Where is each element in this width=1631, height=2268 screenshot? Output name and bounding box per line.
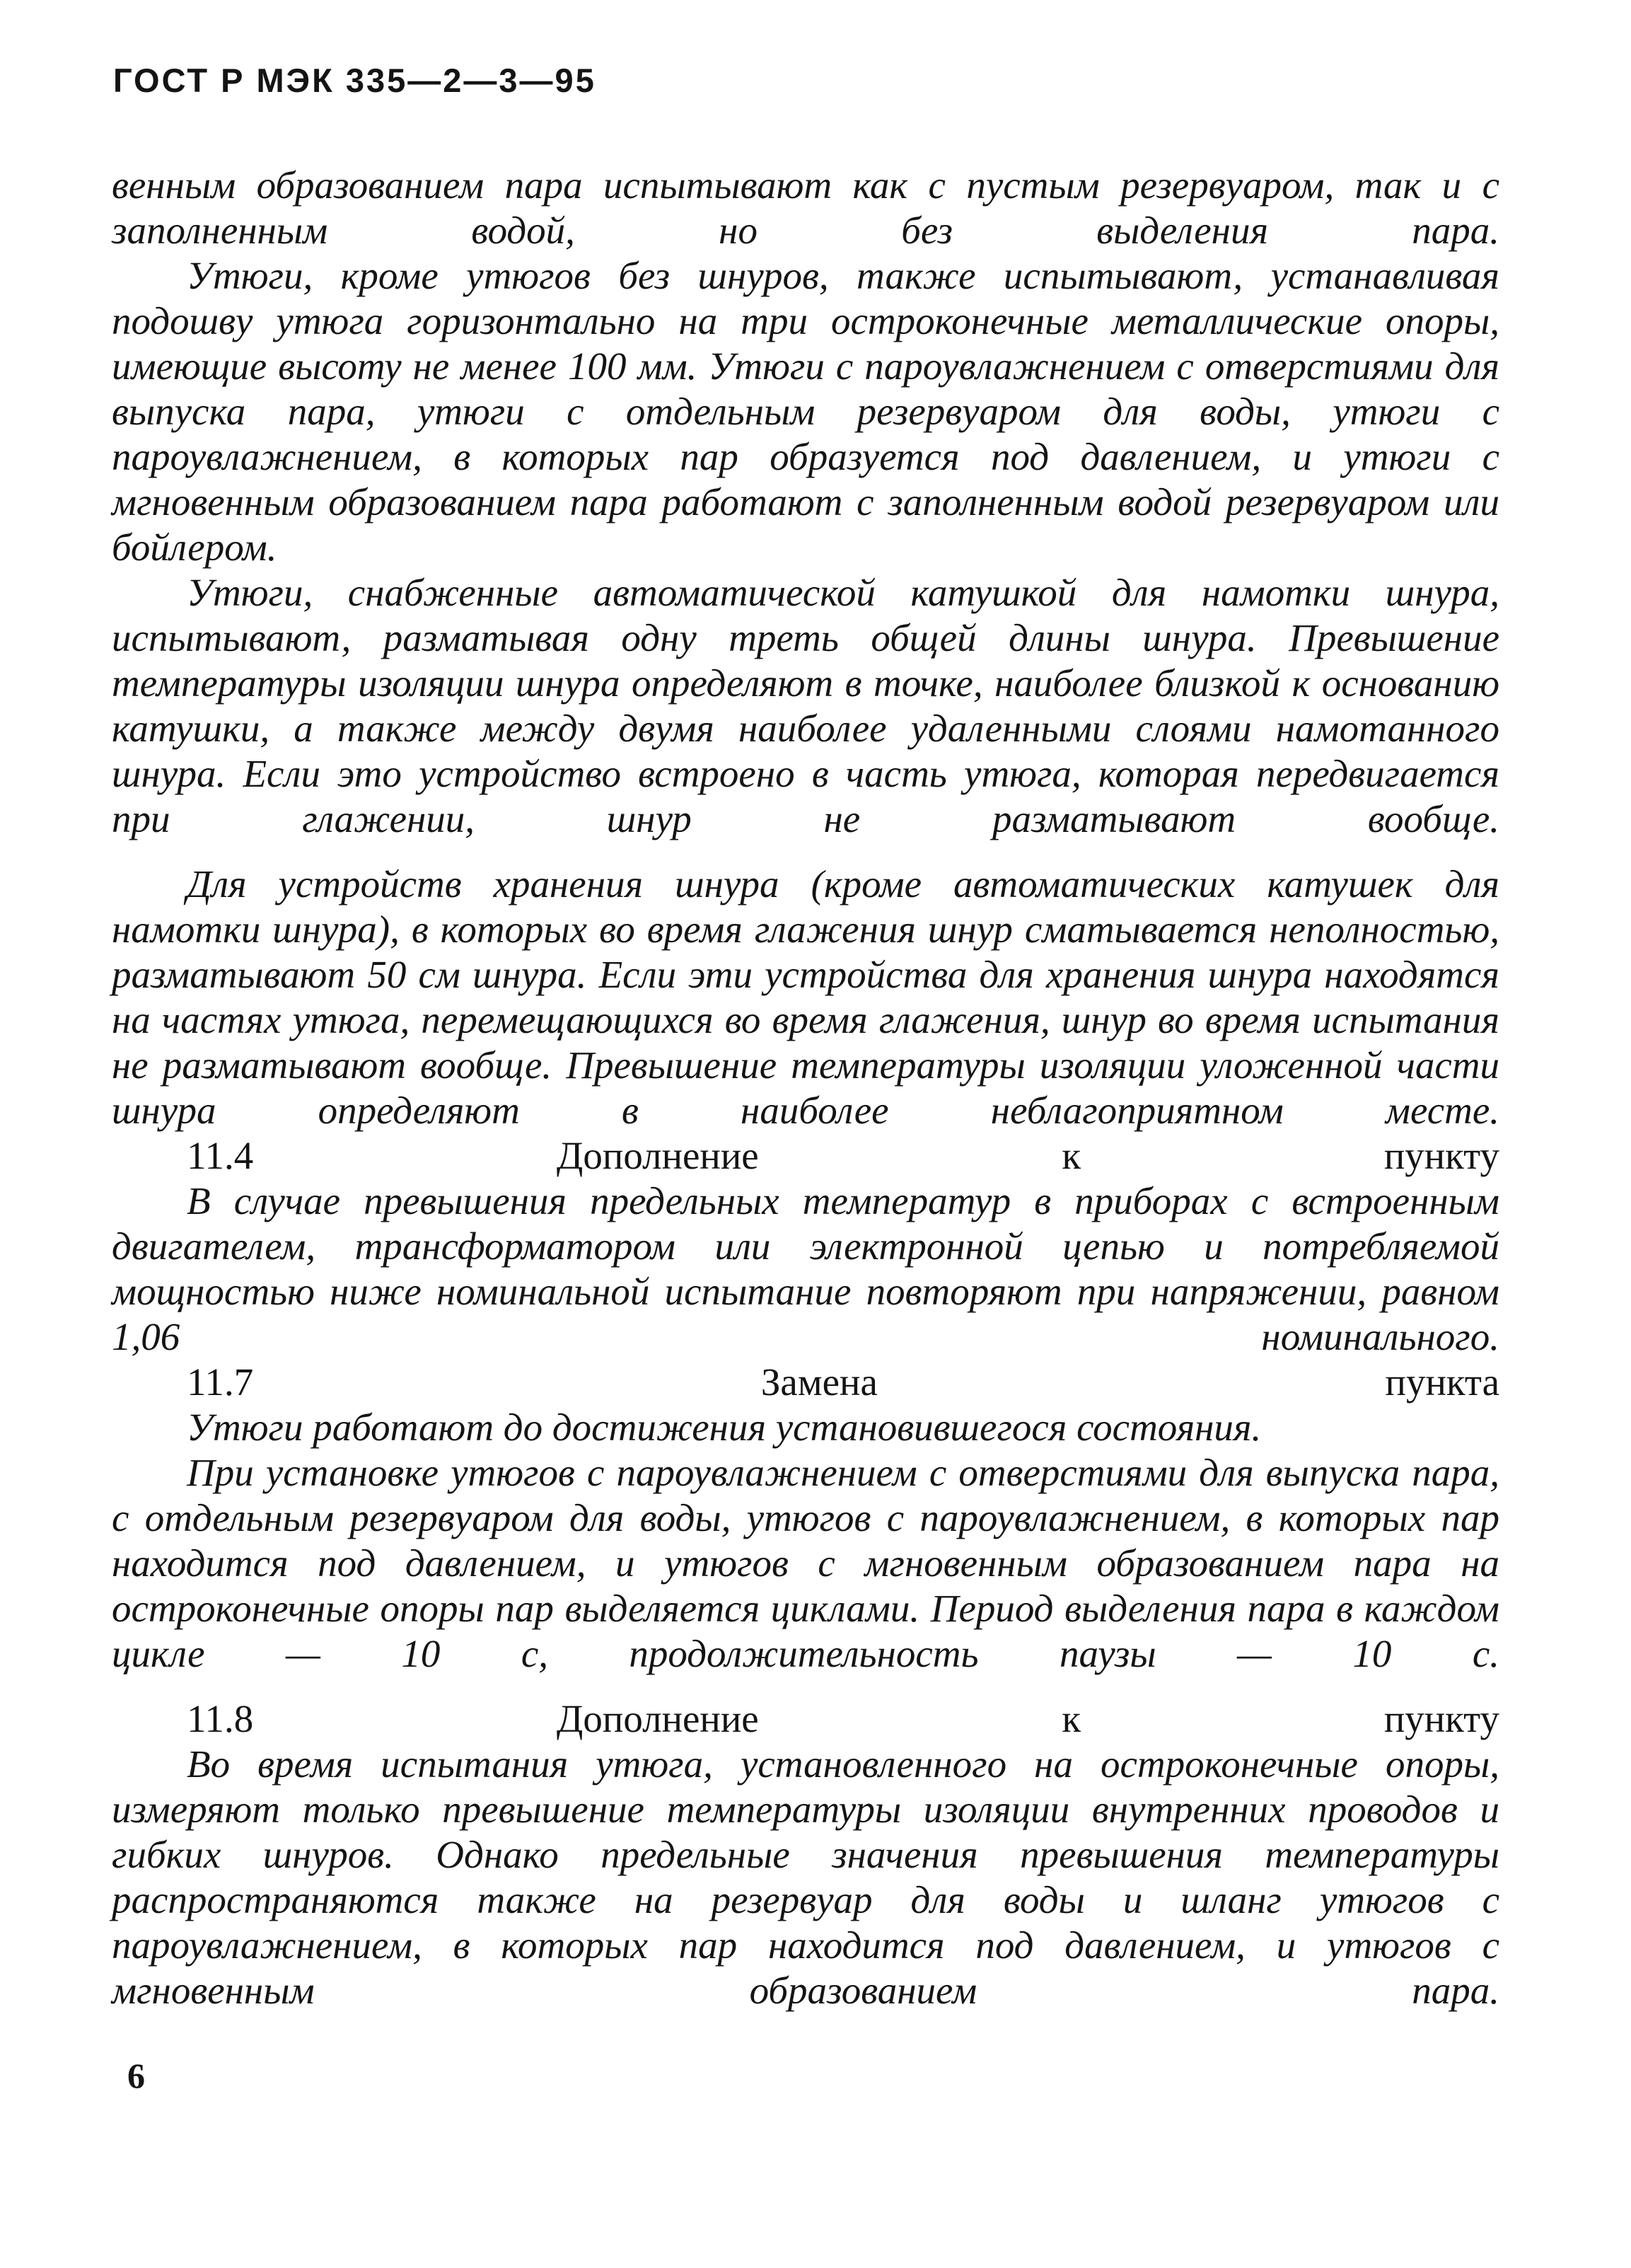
paragraph-cord-reel: Утюги, снабженные автоматической катушкой для намотки шнура, испытывают, разматывая одну треть общей длины шнура. Превышение температуры изоляции шнура определяют в точке, наиболее близкой к основанию катушки, а также между двумя наиболее удаленными слоями намотанного шнура. Если это устройство встроено в часть утюга, которая передвигается при глажении, шнур не разматывают вообще. bbox=[112, 571, 1499, 840]
paragraph-cord-storage: Для устройств хранения шнура (кроме автоматических катушек для намотки шнура), в которых во время глажения шнур сматывается неполностью, разматывают 50 см шнура. Если эти устройства для хранения шнура находятся на частях утюга, перемещающихся во время глажения, шнур во время испытания не разматывают вообще. Превышение температуры изоляции уложенной части шнура определяют в наиболее неблагоприятном месте. bbox=[112, 862, 1499, 1132]
paragraph-continuation: венным образованием пара испытывают как с пустым резервуаром, так и с заполненным водой, но без выделения пара. bbox=[112, 163, 1499, 252]
paragraph-iron-supports: Утюги, кроме утюгов без шнуров, также испытывают, устанавливая подошву утюга горизонтально на три остроконечные металлические опоры, имеющие высоту не менее 100 мм. Утюги с пароувлажнением с отверстиями для выпуска пара, утюги с отдельным резервуаром для воды, утюги с пароувлажнением, в которых пар образуется под давлением, и утюги с мгновенным образованием пара работают с заполненным водой резервуаром или бойлером. bbox=[112, 254, 1499, 569]
document-body bbox=[112, 163, 1499, 2013]
clause-11-8-heading: 11.8 Дополнение к пункту bbox=[187, 1697, 1499, 1740]
clause-11-7-heading: 11.7 Замена пункта bbox=[187, 1360, 1499, 1404]
clause-11-7-text-2: При установке утюгов с пароувлажнением с отверстиями для выпуска пара, с отдельным резервуаром для воды, утюгов с пароувлажнением, в которых пар находится под давлением, и утюгов с мгновенным образованием пара на остроконечные опоры пар выделяется циклами. Период выделения пара в каждом цикле — 10 с, продолжительность паузы — 10 с. bbox=[112, 1451, 1499, 1675]
clause-11-8-text: Во время испытания утюга, установленного на остроконечные опоры, измеряют только превышение температуры изоляции внутренних проводов и гибких шнуров. Однако предельные значения превышения температуры распространяются также на резервуар для воды и шланг утюгов с пароувлажнением, в которых пар находится под давлением, и утюгов с мгновенным образованием пара. bbox=[112, 1742, 1499, 2012]
clause-11-4-heading: 11.4 Дополнение к пункту bbox=[187, 1134, 1499, 1177]
document-header: ГОСТ Р МЭК 335—2—3—95 bbox=[113, 62, 596, 99]
page-number: 6 bbox=[127, 2056, 145, 2095]
clause-11-4-text: В случае превышения предельных температур в приборах с встроенным двигателем, трансформатором или электронной цепью и потребляемой мощностью ниже номинальной испытание повторяют при напряжении, равном 1,06 номинального. bbox=[112, 1179, 1499, 1358]
clause-11-7-text-1: Утюги работают до достижения установившегося состояния. bbox=[187, 1406, 1262, 1449]
